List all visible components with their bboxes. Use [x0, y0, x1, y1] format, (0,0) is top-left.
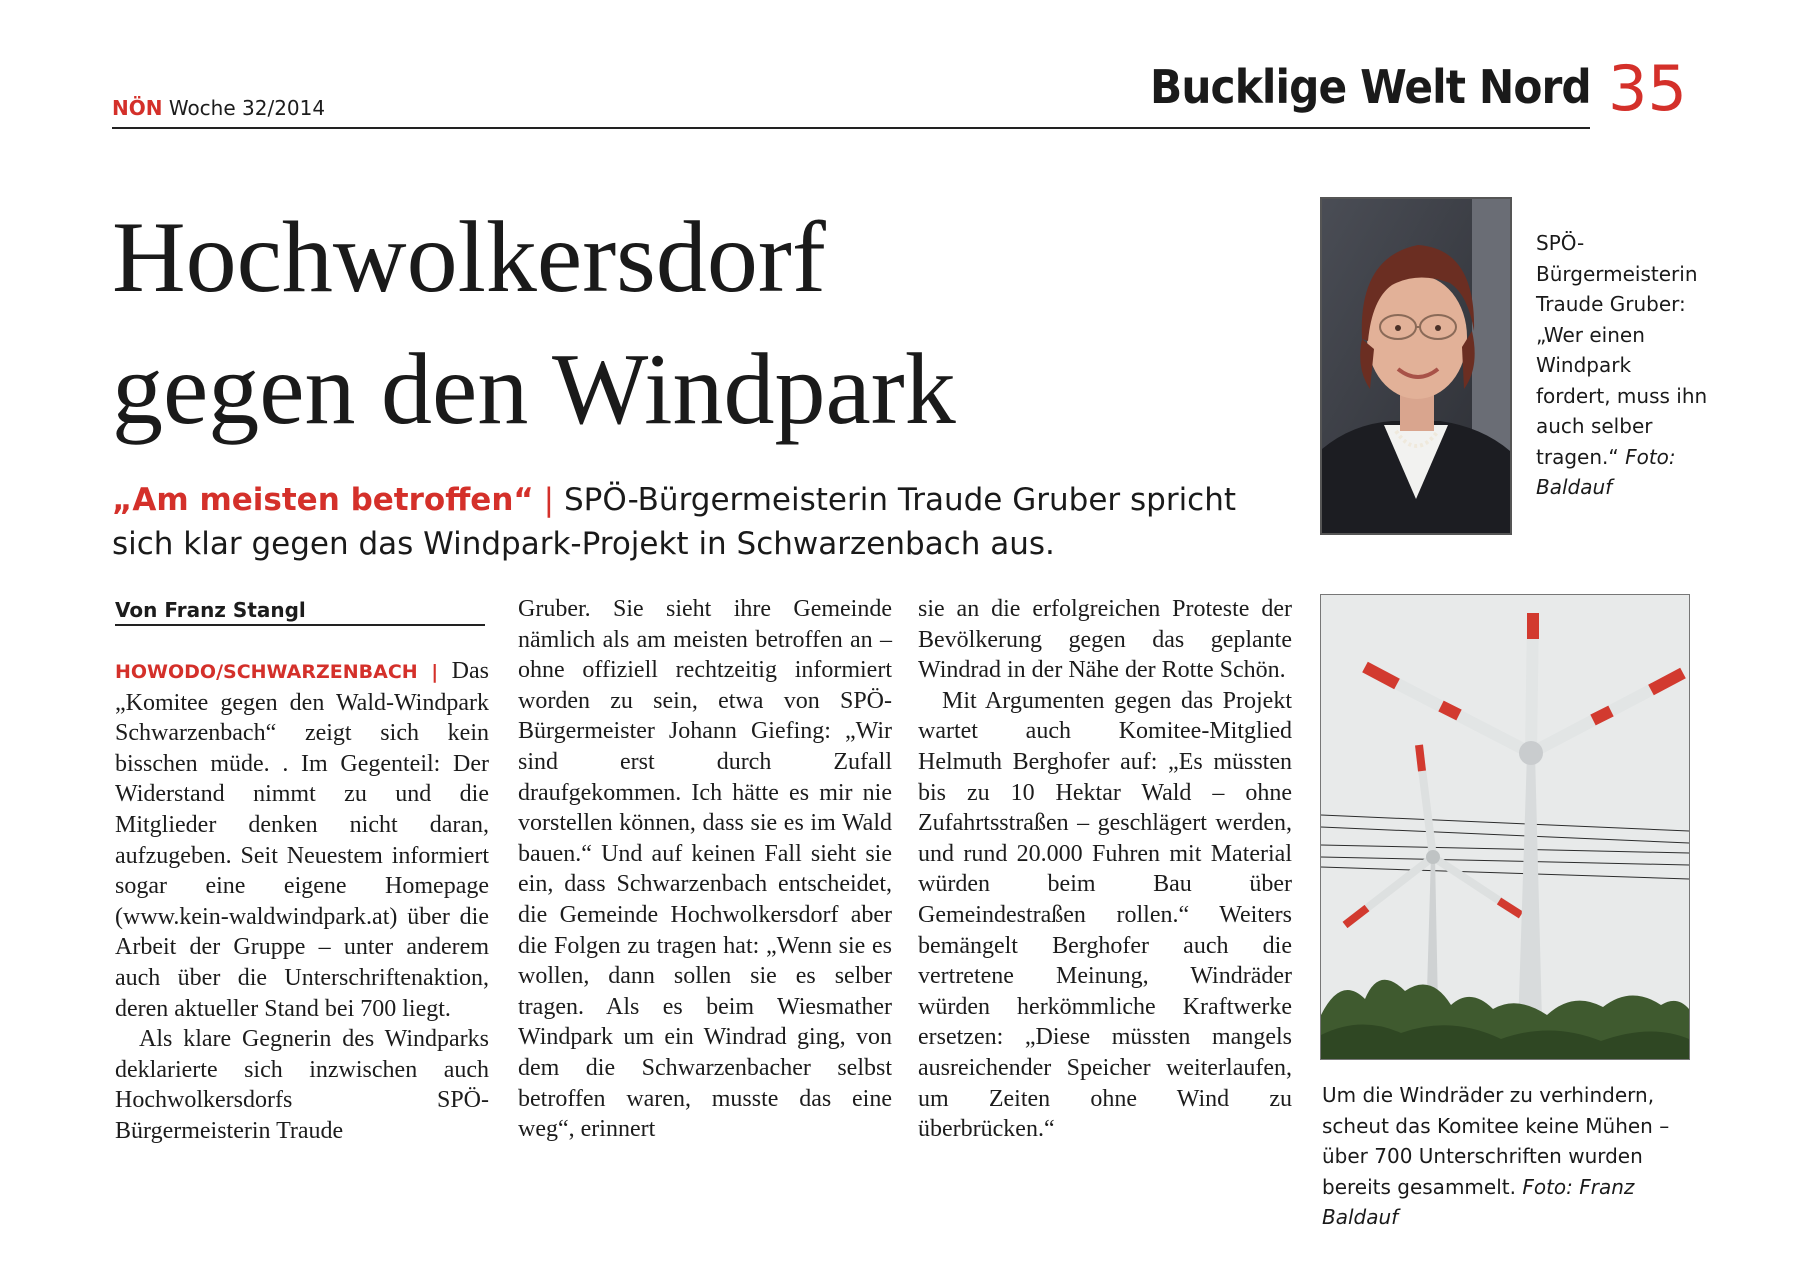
brand-logo: NÖN: [112, 96, 163, 120]
article-paragraph: [115, 656, 489, 1024]
paragraph-text: Das „Komitee gegen den Wald-Windpark Schwarzenbach“ zeigt sich kein bisschen müde. . Im Gegenteil: Der Widerstand nimmt zu und die Mitglieder denken nicht daran, aufzugeben. Seit Neuestem informiert sogar eine eigene Homepage (www.kein-waldwindpark.at) über die Arbeit der Gruppe – unter anderem auch über die Unterschriftenaktion, deren aktueller Stand bei 700 liegt.: [115, 658, 489, 1022]
headline: [112, 192, 1252, 456]
article-paragraph: Gruber. Sie sieht ihre Gemeinde nämlich als am meisten betroffen an – ohne offiziell rechtzeitig informiert worden zu sein, etwa von SPÖ-Bürgermeister Johann Giefing: „Wir sind erst durch Zufall draufgekommen. Ich hätte es mir nie vorstellen können, dass sie es im Wald bauen.“ Und auf keinen Fall sieht sie ein, dass Schwarzenbach entscheidet, die Gemeinde Hochwolkersdorf aber die Folgen zu tragen hat: „Wenn sie es wollen, dann sollen sie es selber tragen. Als es beim Wiesmather Windpark um ein Windrad ging, von dem die Schwarzenbacher selbst betroffen waren, musste das eine weg“, erinnert: [518, 596, 892, 1143]
caption-text: Um die Windräder zu verhindern, scheut das Komitee keine Mühen – über 700 Unterschriften wurden bereits gesammelt.: [1322, 1083, 1670, 1199]
caption-text: SPÖ-Bürgermeisterin Traude Gruber: „Wer einen Windpark fordert, muss ihn auch selber tragen.“: [1536, 231, 1708, 469]
wind-turbine-photo: [1320, 594, 1690, 1060]
wind-turbine-illustration: [1321, 595, 1689, 1059]
page-number: 35: [1608, 52, 1687, 125]
issue-label: Woche 32/2014: [168, 96, 326, 120]
article-paragraph: Mit Argumenten gegen das Projekt wartet auch Komitee-Mitglied Helmuth Berghofer auf: „Es müssten bis zu 10 Hektar Wald – ohne Zufahrtsstraßen – geschlägert werden, und rund 20.000 Fuhren mit Material würden beim Bau über Gemeindestraßen rollen.“ Weiters bemängelt Berghofer auch die vertretene Meinung, Windräder würden herkömmliche Kraftwerke ersetzen: „Diese müssten mangels ausreichender Speicher weiterlaufen, um Zeiten ohne Wind zu überbrücken.“: [918, 687, 1292, 1143]
issue-header: [112, 96, 325, 120]
subhead-separator: |: [543, 482, 555, 518]
headline-line-2: gegen den Windpark: [112, 333, 956, 446]
article-column-2: [518, 594, 892, 1145]
subhead-kicker: „Am meisten betroffen“: [112, 482, 534, 518]
header-divider: [112, 127, 1590, 129]
article-paragraph: Als klare Gegnerin des Windparks deklarierte sich inzwischen auch Hochwolkersdorfs SPÖ-Bürgermeisterin Traude: [115, 1026, 489, 1144]
section-title: Bucklige Welt Nord: [1150, 60, 1591, 114]
dateline: HOWODO/SCHWARZENBACH: [115, 661, 418, 683]
article-paragraph: sie an die erfolgreichen Proteste der Bevölkerung gegen das geplante Windrad in der Nähe der Rotte Schön.: [918, 596, 1292, 684]
photo-credit: Foto: Baldauf: [1536, 444, 1676, 499]
byline-divider: [115, 624, 485, 626]
portrait-illustration: [1322, 199, 1510, 533]
subhead-text: SPÖ-Bürgermeisterin Traude Gruber spricht sich klar gegen das Windpark-Projekt in Schwarzenbach aus.: [112, 482, 1237, 562]
headline-line-1: Hochwolkersdorf: [112, 201, 826, 314]
wind-photo-caption: [1322, 1080, 1702, 1233]
byline: Von Franz Stangl: [115, 598, 306, 622]
portrait-caption: [1536, 228, 1711, 503]
article-column-3: [918, 594, 1292, 1145]
portrait-photo: [1320, 197, 1512, 535]
dateline-separator: |: [431, 661, 439, 683]
photo-credit: Foto: Franz Baldauf: [1322, 1174, 1635, 1229]
subheadline: [112, 478, 1262, 566]
article-column-1: [115, 656, 489, 1147]
